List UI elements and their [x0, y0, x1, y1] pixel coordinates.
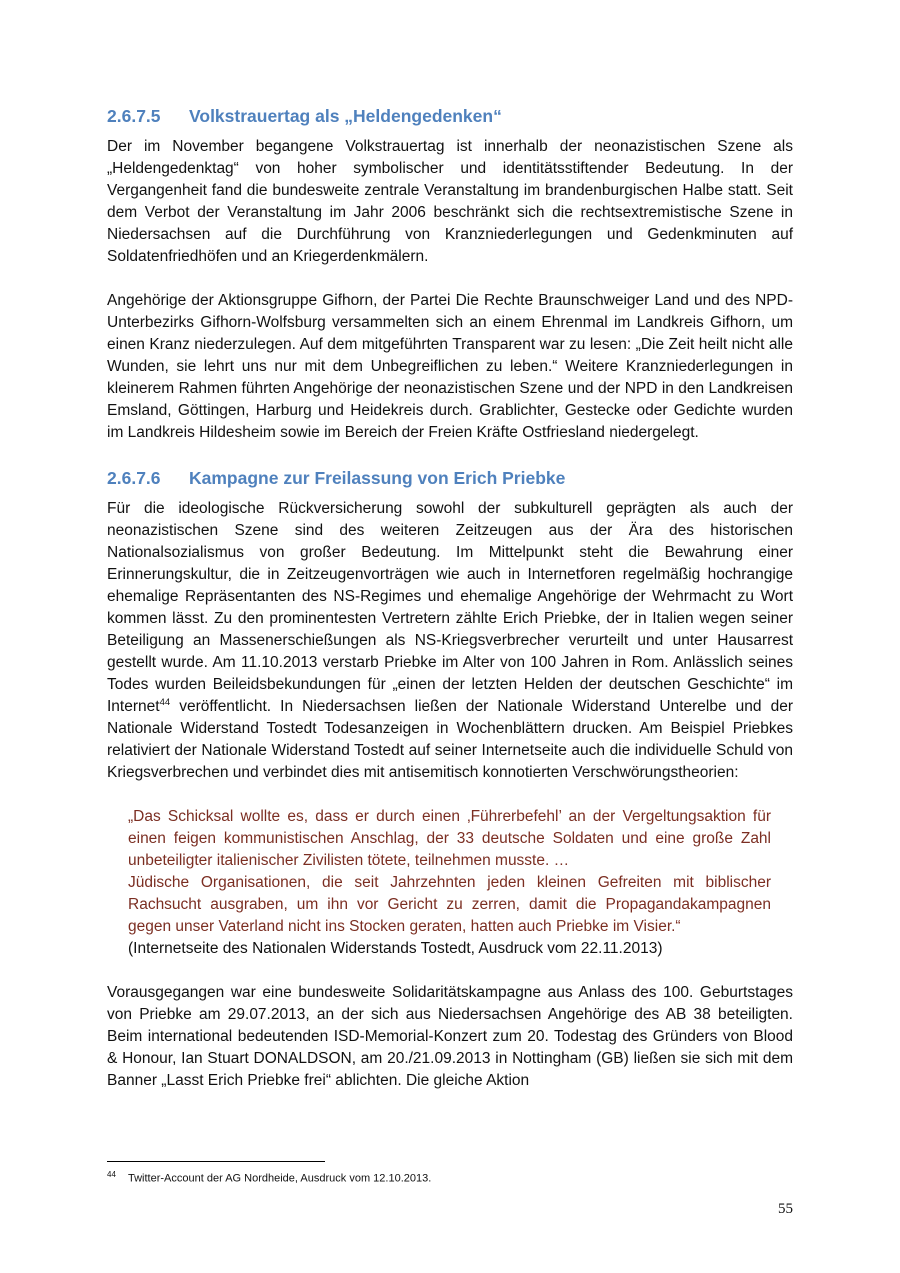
section-heading-volkstrauertag — [107, 104, 793, 128]
section-number: 2.6.7.6 — [107, 468, 161, 488]
footnote-text: Twitter-Account der AG Nordheide, Ausdruck vom 12.10.2013. — [128, 1172, 432, 1185]
footnote — [107, 1168, 431, 1186]
paragraph: Der im November begangene Volkstrauertag ist innerhalb der neonazistischen Szene als „Heldengedenktag“ von hoher symbolischer und identitätsstiftender Bedeutung. In der Vergangenheit fand die bundesweite zentrale Veranstaltung im brandenburgischen Halbe statt. Seit dem Verbot der Veranstaltung im Jahr 2006 beschränkt sich die rechtsextremistische Szene in Niedersachsen auf die Durchführung von Kranzniederlegungen und Gedenkminuten auf Soldatenfriedhöfen und an Kriegerdenkmälern. — [107, 138, 793, 265]
document-page — [107, 104, 793, 1092]
paragraph — [107, 498, 793, 784]
page-number: 55 — [778, 1201, 793, 1217]
section-number: 2.6.7.5 — [107, 106, 161, 126]
section-title: Volkstrauertag als „Heldengedenken“ — [189, 106, 502, 126]
paragraph: Angehörige der Aktionsgruppe Gifhorn, der Partei Die Rechte Braunschweiger Land und des NPD-Unterbezirks Gifhorn-Wolfsburg versammelten sich an einem Ehrenmal im Landkreis Gifhorn, um einen Kranz niederzulegen. Auf dem mitgeführten Transparent war zu lesen: „Die Zeit heilt nicht alle Wunden, sie lehrt uns nur mit dem Unbegreiflichen zu leben.“ Weitere Kranzniederlegungen in kleinerem Rahmen führten Angehörige der neonazistischen Szene und der NPD in den Landkreisen Emsland, Göttingen, Harburg und Heidekreis durch. Grablichter, Gestecke oder Gedichte wurden im Landkreis Hildesheim sowie im Bereich der Freien Kräfte Ostfriesland niedergelegt. — [107, 292, 793, 441]
paragraph: Vorausgegangen war eine bundesweite Solidaritätskampagne aus Anlass des 100. Geburtstages von Priebke am 29.07.2013, an der sich aus Niedersachsen Angehörige des AB 38 beteiligten. Beim international bedeutenden ISD-Memorial-Konzert zum 20. Todestag des Gründers von Blood & Honour, Ian Stuart DONALDSON, am 20./21.09.2013 in Nottingham (GB) ließen sie sich mit dem Banner „Lasst Erich Priebke frei“ ablichten. Die gleiche Aktion — [107, 984, 793, 1089]
block-quote — [128, 806, 771, 960]
footnote-divider — [107, 1161, 325, 1162]
quote-source: (Internetseite des Nationalen Widerstands Tostedt, Ausdruck vom 22.11.2013) — [128, 940, 663, 957]
paragraph-text: Für die ideologische Rückversicherung sowohl der subkulturell geprägten als auch der neonazistischen Szene sind des weiteren Zeitzeugen aus der Ära des historischen Nationalsozialismus von großer Bedeutung. Im Mittelpunkt steht die Bewahrung einer Erinnerungskultur, die in Zeitzeugenvorträgen wie auch in Internetforen regelmäßig hochrangige ehemalige Repräsentanten des NS-Regimes und ehemalige Angehörige der Wehrmacht zu Wort kommen lässt. Zu den prominentesten Vertretern zählte Erich Priebke, der in Italien wegen seiner Beteiligung an Massenerschießungen als NS-Kriegsverbrecher verurteilt und unter Hausarrest gestellt wurde. Am 11.10.2013 verstarb Priebke im Alter von 100 Jahren in Rom. Anlässlich seines Todes wurden Beileidsbekundungen für „einen der letzten Helden der deutschen Geschichte“ im Internet — [107, 500, 793, 715]
section-heading-priebke — [107, 466, 793, 490]
paragraph-text: veröffentlicht. In Niedersachsen ließen der Nationale Widerstand Unterelbe und der Nationale Widerstand Tostedt Todesanzeigen in Wochenblättern drucken. Am Beispiel Priebkes relativiert der Nationale Widerstand Tostedt auf seiner Internetseite auch die individuelle Schuld von Kriegsverbrechen und verbindet dies mit antisemitisch konnotierten Verschwörungstheorien: — [107, 698, 793, 781]
section-title: Kampagne zur Freilassung von Erich Priebke — [189, 468, 566, 488]
quote-text: „Das Schicksal wollte es, dass er durch einen ‚Führerbefehl’ an der Vergeltungsaktion für einen feigen kommunistischen Anschlag, der 33 deutsche Soldaten und eine große Zahl unbeteiligter italienischer Zivilisten tötete, teilnehmen musste. … — [128, 808, 771, 869]
footnote-number: 44 — [107, 1170, 116, 1179]
footnote-reference[interactable]: 44 — [159, 696, 171, 708]
quote-text: Jüdische Organisationen, die seit Jahrzehnten jeden kleinen Gefreiten mit biblischer Rachsucht ausgraben, um ihn vor Gericht zu zerren, damit die Propagandakampagnen gegen unser Vaterland nicht ins Stocken geraten, hatten auch Priebke im Visier.“ — [128, 874, 771, 935]
